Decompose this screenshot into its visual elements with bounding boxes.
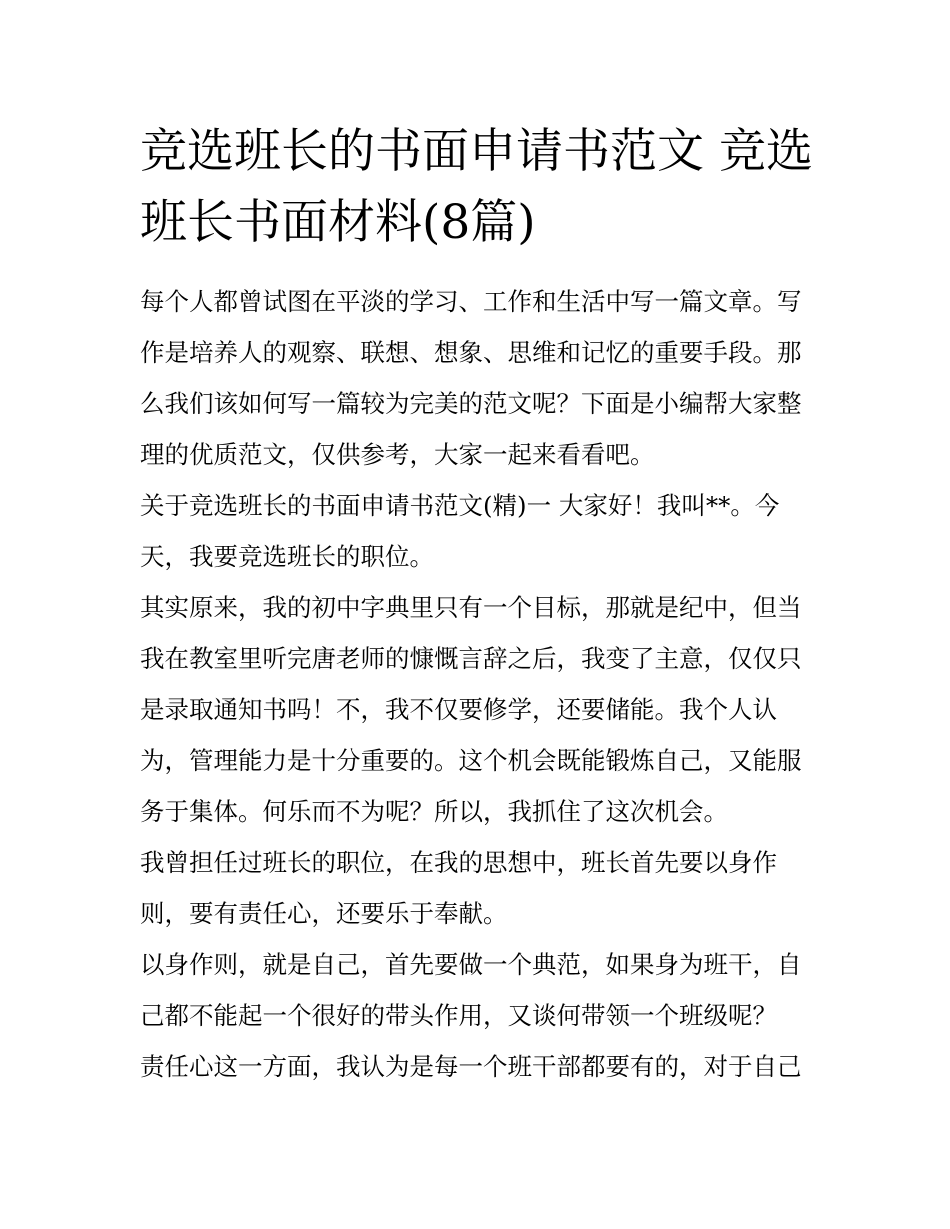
paragraph-intro: 每个人都曾试图在平淡的学习、工作和生活中写一篇文章。写作是培养人的观察、联想、想象、思维和记忆的重要手段。那么我们该如何写一篇较为完美的范文呢？下面是小编帮大家整理的优质范文，仅供参考，大家一起来看看吧。 [140,287,802,469]
document-title: 竞选班长的书面申请书范文 竞选班长书面材料(8篇) [140,124,813,250]
paragraph-experience: 我曾担任过班长的职位，在我的思想中，班长首先要以身作则，要有责任心，还要乐于奉献。 [140,848,777,928]
paragraph-motivation: 其实原来，我的初中字典里只有一个目标，那就是纪中，但当我在教室里听完唐老师的慷慨言辞之后，我变了主意，仅仅只是录取通知书吗！不，我不仅要修学，还要储能。我个人认为，管理能力是十分重要的。这个机会既能锻炼自己，又能服务于集体。何乐而不为呢？所以，我抓住了这次机会。 [140,593,802,826]
paragraph-greeting: 关于竞选班长的书面申请书范文(精)一 大家好！我叫**。今天，我要竞选班长的职位。 [140,491,780,571]
document-body [140,276,820,1092]
paragraph-responsibility: 责任心这一方面，我认为是每一个班干部都要有的，对于自己 [140,1052,802,1081]
paragraph-lead-by-example: 以身作则，就是自己，首先要做一个典范，如果身为班干，自己都不能起一个很好的带头作用，又谈何带领一个班级呢？ [140,950,802,1030]
